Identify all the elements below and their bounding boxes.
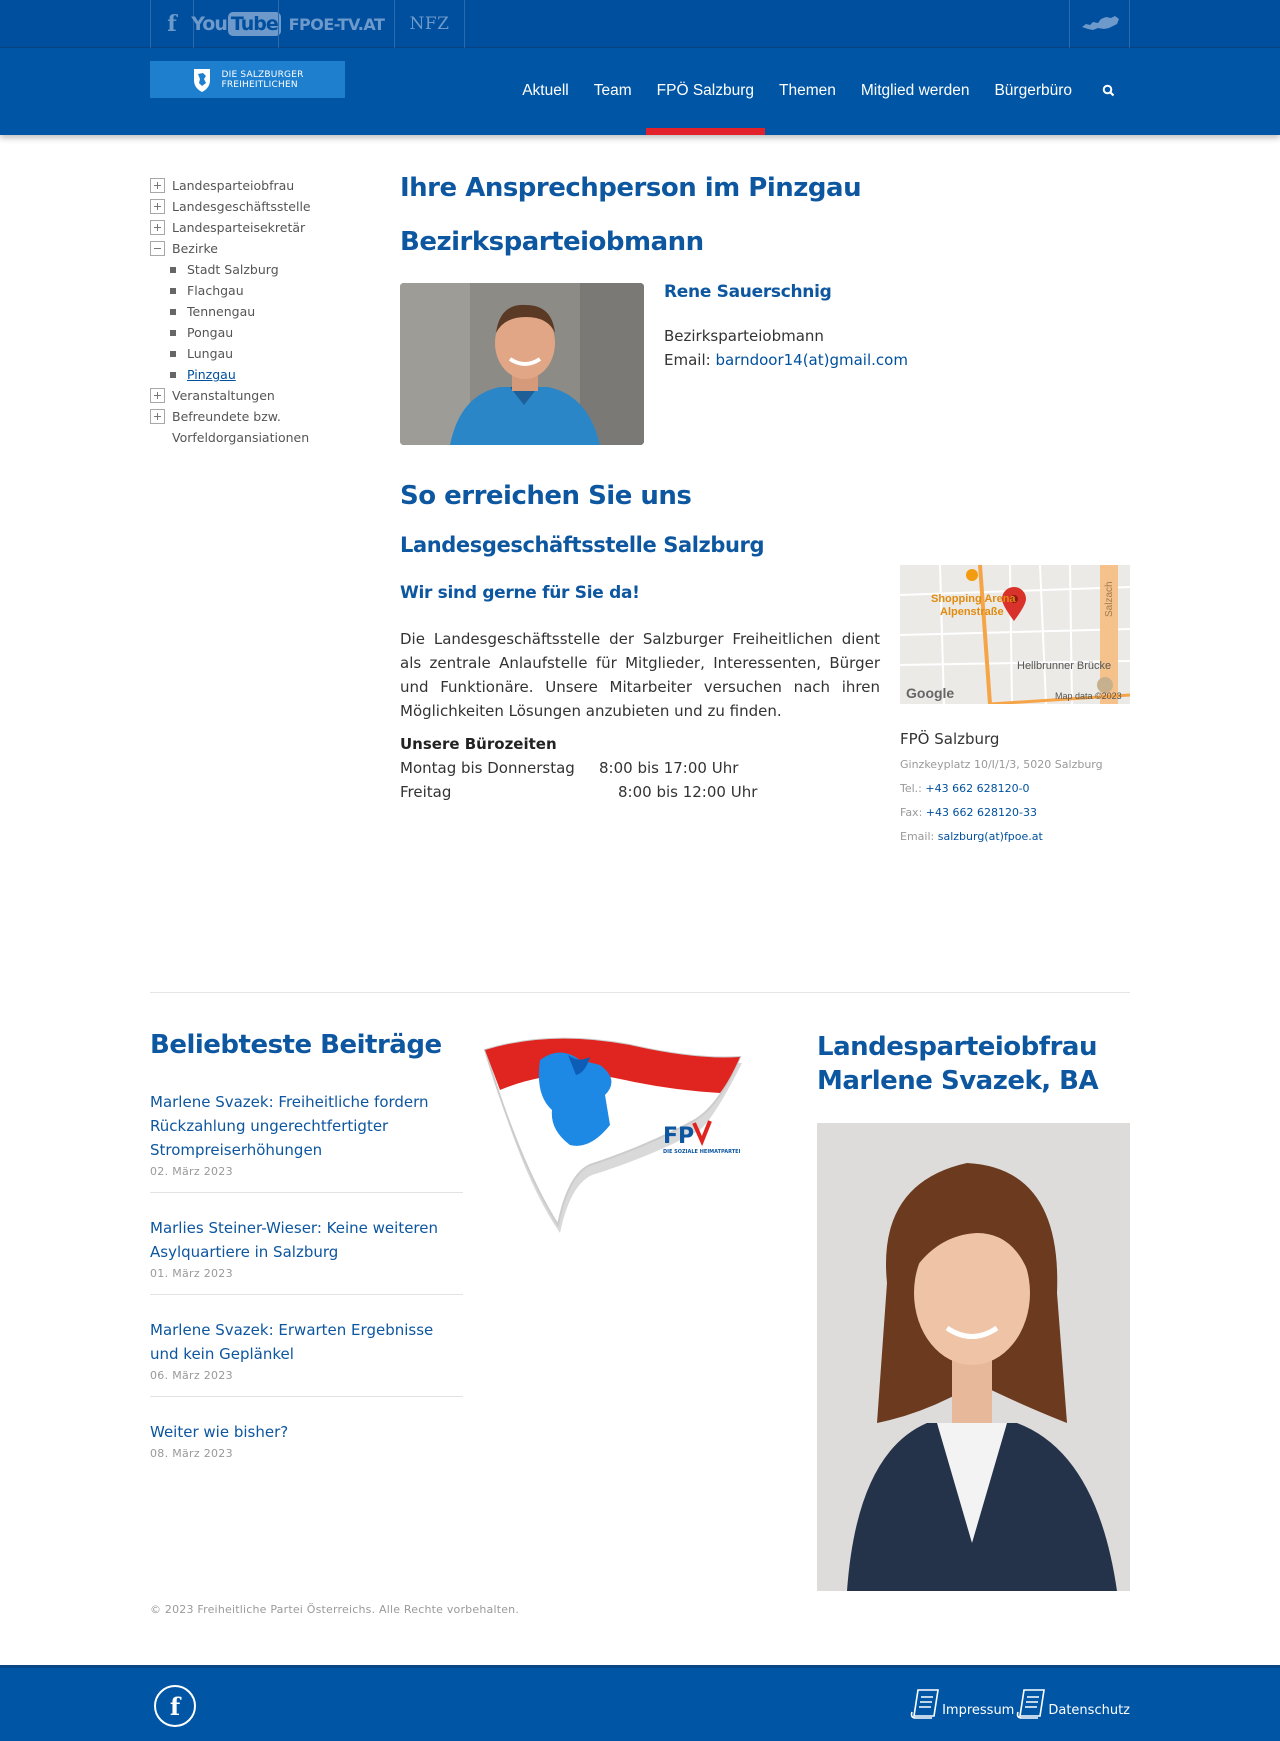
nav-themen[interactable]: Themen: [779, 82, 836, 99]
post-link[interactable]: Marlies Steiner-Wieser: Keine weiteren Asylquartiere in Salzburg: [150, 1219, 438, 1261]
sidebar-item-label: Stadt Salzburg: [187, 262, 279, 277]
sidebar-item-flachgau[interactable]: [150, 280, 330, 301]
hours-time: 8:00 bis 12:00 Uhr: [618, 783, 758, 801]
hours-day: Freitag: [400, 783, 452, 801]
hours-time: 8:00 bis 17:00 Uhr: [599, 759, 739, 777]
sidebar-item-landesparteiobfrau[interactable]: [150, 175, 330, 196]
expand-icon[interactable]: [150, 220, 165, 235]
map-google-logo: Google: [906, 685, 955, 701]
facebook-glyph: f: [167, 11, 177, 37]
person-email-line: [664, 351, 908, 369]
office-fax-line: [900, 806, 1037, 819]
impressum-label: Impressum: [942, 1703, 1015, 1718]
post-link[interactable]: Marlene Svazek: Erwarten Ergebnisse und kein Geplänkel: [150, 1321, 434, 1363]
bullet-icon: [170, 330, 176, 336]
tel-label: Tel.:: [900, 782, 922, 795]
youtube-tube: Tube: [228, 12, 281, 36]
bullet-icon: [170, 351, 176, 357]
flag-brand: FP: [663, 1124, 695, 1149]
post-date: 06. März 2023: [150, 1369, 233, 1382]
logo-text: [221, 70, 303, 90]
hours-day: Montag bis Donnerstag: [400, 759, 575, 777]
datenschutz-label: Datenschutz: [1048, 1703, 1130, 1718]
expand-icon[interactable]: [150, 178, 165, 193]
facebook-icon[interactable]: [150, 0, 194, 48]
copyright-text: © 2023 Freiheitliche Partei Österreichs. Alle Rechte vorbehalten.: [150, 1603, 520, 1616]
map-label-river: Salzach: [1104, 581, 1115, 617]
list-item: [150, 1420, 463, 1474]
sidebar-item-landesparteisekretaer[interactable]: [150, 217, 330, 238]
office-email-line: [900, 830, 1043, 843]
sidebar-item-vorfeldorganisationen[interactable]: [150, 406, 330, 448]
list-item: [150, 1216, 463, 1295]
sidebar-item-label: Pongau: [187, 325, 234, 340]
person-name: Rene Sauerschnig: [664, 282, 832, 302]
office-tel-link[interactable]: +43 662 628120-0: [925, 782, 1030, 795]
sidebar-item-label: Veranstaltungen: [172, 388, 275, 403]
facebook-glyph: f: [169, 1691, 181, 1721]
person-role: Bezirksparteiobmann: [664, 327, 824, 345]
sidebar-nav: [150, 175, 330, 448]
sidebar-item-label: Landesparteisekretär: [172, 220, 306, 235]
leader-title: [817, 1030, 1098, 1098]
sidebar-item-landesgeschaeftsstelle[interactable]: [150, 196, 330, 217]
nav-buergerbuero[interactable]: Bürgerbüro: [994, 82, 1072, 99]
lion-crest-icon: [191, 67, 213, 93]
fpoe-tv-link[interactable]: FPOE-TV.AT: [278, 0, 395, 48]
map-attribution: Map data ©2023: [1055, 691, 1122, 701]
collapse-icon[interactable]: [150, 241, 165, 256]
location-map[interactable]: [900, 565, 1130, 704]
bullet-icon: [170, 309, 176, 315]
nav-aktuell[interactable]: Aktuell: [522, 82, 569, 99]
email-label: Email:: [900, 830, 935, 843]
office-address: Ginzkeyplatz 10/I/1/3, 5020 Salzburg: [900, 758, 1103, 771]
sidebar-item-label: Lungau: [187, 346, 234, 361]
sidebar-item-pinzgau[interactable]: [150, 364, 330, 385]
bullet-icon: [170, 372, 176, 378]
nfz-link[interactable]: NFZ: [394, 0, 465, 48]
sidebar-item-pongau[interactable]: [150, 322, 330, 343]
office-email-link[interactable]: salzburg(at)fpoe.at: [937, 830, 1043, 843]
sidebar-item-label: Befreundete bzw. Vorfeldorgansiationen: [172, 409, 310, 445]
portrait-rene-sauerschnig: [400, 283, 644, 445]
youtube-link[interactable]: [193, 0, 279, 48]
search-icon[interactable]: [1086, 48, 1128, 135]
office-subtitle: Wir sind gerne für Sie da!: [400, 583, 640, 603]
post-date: 01. März 2023: [150, 1267, 233, 1280]
expand-icon[interactable]: [150, 409, 165, 424]
bottom-bar: [0, 1665, 1280, 1741]
post-link[interactable]: Weiter wie bisher?: [150, 1423, 289, 1441]
impressum-link[interactable]: [910, 1688, 1014, 1720]
nav-fpoe-salzburg[interactable]: FPÖ Salzburg: [646, 48, 765, 135]
section-divider: [150, 992, 1130, 993]
list-item: [150, 1318, 463, 1397]
sidebar-item-bezirke[interactable]: [150, 238, 330, 259]
datenschutz-link[interactable]: [1016, 1688, 1130, 1720]
post-date: 08. März 2023: [150, 1447, 233, 1460]
footer-links: [910, 1688, 1130, 1720]
office-hours-title: Unsere Bürozeiten: [400, 735, 557, 753]
sidebar-item-label: Bezirke: [172, 241, 218, 256]
austria-map-icon[interactable]: [1069, 0, 1130, 48]
popular-posts-list: [150, 1090, 463, 1497]
office-tel-line: [900, 782, 1030, 795]
logo-line-2: FREIHEITLICHEN: [221, 79, 298, 90]
document-icon: [1016, 1688, 1046, 1720]
sidebar-item-tennengau[interactable]: [150, 301, 330, 322]
youtube-you: You: [191, 13, 227, 35]
sidebar-item-label: Landesgeschäftsstelle: [172, 199, 311, 214]
fax-label: Fax:: [900, 806, 923, 819]
map-label-bridge: Hellbrunner Brücke: [1017, 660, 1112, 672]
document-icon: [910, 1688, 940, 1720]
flag-tagline: DIE SOZIALE HEIMATPARTEI: [663, 1149, 741, 1155]
sidebar-item-label: Pinzgau: [187, 367, 236, 382]
party-flag-logo: [480, 1035, 780, 1235]
expand-icon[interactable]: [150, 388, 165, 403]
post-date: 02. März 2023: [150, 1165, 233, 1178]
map-label-shopping-1: Shopping Arena: [931, 593, 1016, 605]
office-fax-link[interactable]: +43 662 628120-33: [925, 806, 1037, 819]
sidebar-item-veranstaltungen[interactable]: [150, 385, 330, 406]
sidebar-item-label: Flachgau: [187, 283, 244, 298]
office-name: FPÖ Salzburg: [900, 730, 1000, 748]
bullet-icon: [170, 267, 176, 273]
expand-icon[interactable]: [150, 199, 165, 214]
sidebar-item-label: Landesparteiobfrau: [172, 178, 295, 193]
map-label-shopping-2: Alpenstraße: [940, 606, 1004, 618]
logo-line-1: DIE SALZBURGER: [221, 69, 304, 80]
list-item: [150, 1090, 463, 1193]
facebook-icon[interactable]: [154, 1685, 196, 1727]
top-bar: [0, 0, 1280, 48]
person-email-link[interactable]: barndoor14(at)gmail.com: [715, 351, 908, 369]
main-header: [0, 48, 1280, 135]
popular-posts-title: Beliebteste Beiträge: [150, 1030, 442, 1060]
contact-title: So erreichen Sie uns: [400, 481, 692, 511]
leader-title-line-1: Landesparteiobfrau: [817, 1032, 1097, 1062]
bullet-icon: [170, 288, 176, 294]
post-link[interactable]: Marlene Svazek: Freiheitliche fordern Rückzahlung ungerechtfertigter Strompreiserhöhungen: [150, 1093, 429, 1159]
sidebar-item-label: Tennengau: [187, 304, 256, 319]
leader-title-line-2: Marlene Svazek, BA: [817, 1066, 1099, 1096]
map-graphic: [900, 565, 1130, 704]
site-logo[interactable]: [150, 61, 345, 98]
office-description: Die Landesgeschäftsstelle der Salzburger Freiheitlichen dient als zentrale Anlaufstelle für Mitglieder, Interessenten, Bürger und Funktionäre. Unsere Mitarbeiter versuchen nach ihren Möglichkeiten Lösungen anzubieten und zu finden.: [400, 630, 880, 720]
nav-team[interactable]: Team: [593, 82, 632, 99]
sidebar-item-lungau[interactable]: [150, 343, 330, 364]
email-label: Email:: [664, 351, 711, 369]
nav-mitglied-werden[interactable]: Mitglied werden: [860, 82, 970, 99]
page-title: Ihre Ansprechperson im Pinzgau: [400, 173, 862, 203]
main-nav: [508, 48, 1128, 135]
office-title: Landesgeschäftsstelle Salzburg: [400, 533, 765, 557]
section-title-bezirk: Bezirksparteiobmann: [400, 227, 704, 257]
sidebar-item-stadt-salzburg[interactable]: [150, 259, 330, 280]
portrait-marlene-svazek: [817, 1123, 1130, 1591]
